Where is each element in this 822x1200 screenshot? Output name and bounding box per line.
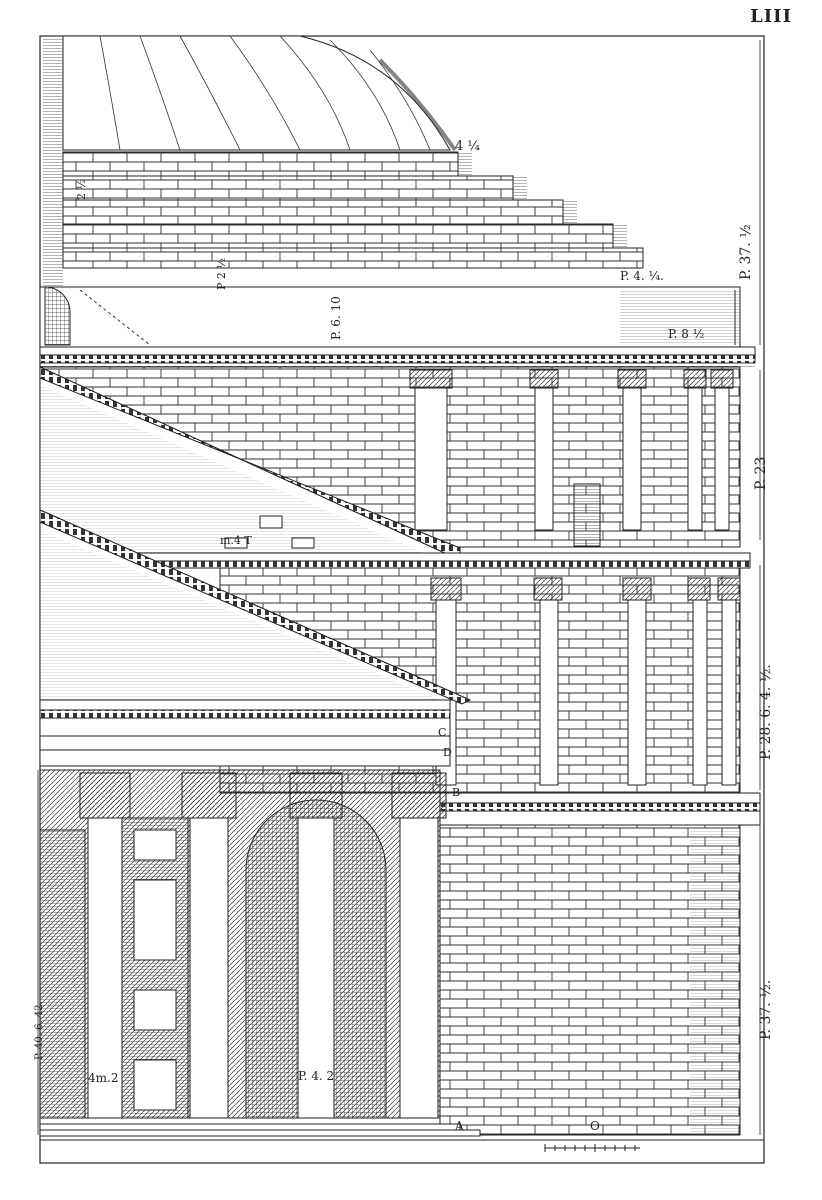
dome-top-label: 4 ¼ xyxy=(455,139,481,154)
letter-b: B xyxy=(452,786,461,799)
dome xyxy=(63,36,455,150)
upper-niche xyxy=(574,484,600,546)
letter-c: C xyxy=(438,726,447,739)
left-hatched-strip xyxy=(43,36,63,286)
attic-label-6: P. 6. 10 xyxy=(329,296,343,340)
bottom-label-center: P. 4. 2 xyxy=(298,1069,335,1083)
pediment-label: m.4 T xyxy=(220,534,252,547)
letter-a: A xyxy=(455,1119,464,1133)
dome-mid-label: P 2 ½ xyxy=(215,257,228,290)
dimension-right-top: P. 37. ½ xyxy=(738,224,754,280)
dimension-left: P. 40. 6. 42. xyxy=(34,1001,45,1060)
lower-cornice xyxy=(440,793,760,803)
scale-bar xyxy=(545,1144,640,1152)
dome-left-label: 2 ½ xyxy=(75,178,88,200)
upper-cornice xyxy=(40,347,755,355)
plate-number: LIII xyxy=(750,6,792,27)
dimension-right-middle: P. 28. 6. 4. ½. xyxy=(758,664,774,760)
dimension-right-upper: P. 23 xyxy=(753,456,769,490)
attic-label-4: P. 4. ¼. xyxy=(620,269,664,283)
bottom-label-left: 4m.2 xyxy=(88,1071,119,1085)
dimension-right-lower: P. 37. ½. xyxy=(758,979,774,1040)
portico-entablature xyxy=(40,700,450,766)
stepped-rings xyxy=(63,152,643,268)
letter-o: O xyxy=(590,1119,600,1133)
attic-label-8: P. 8 ½ xyxy=(668,327,705,341)
attic xyxy=(40,287,740,347)
letter-d: D xyxy=(443,746,452,759)
